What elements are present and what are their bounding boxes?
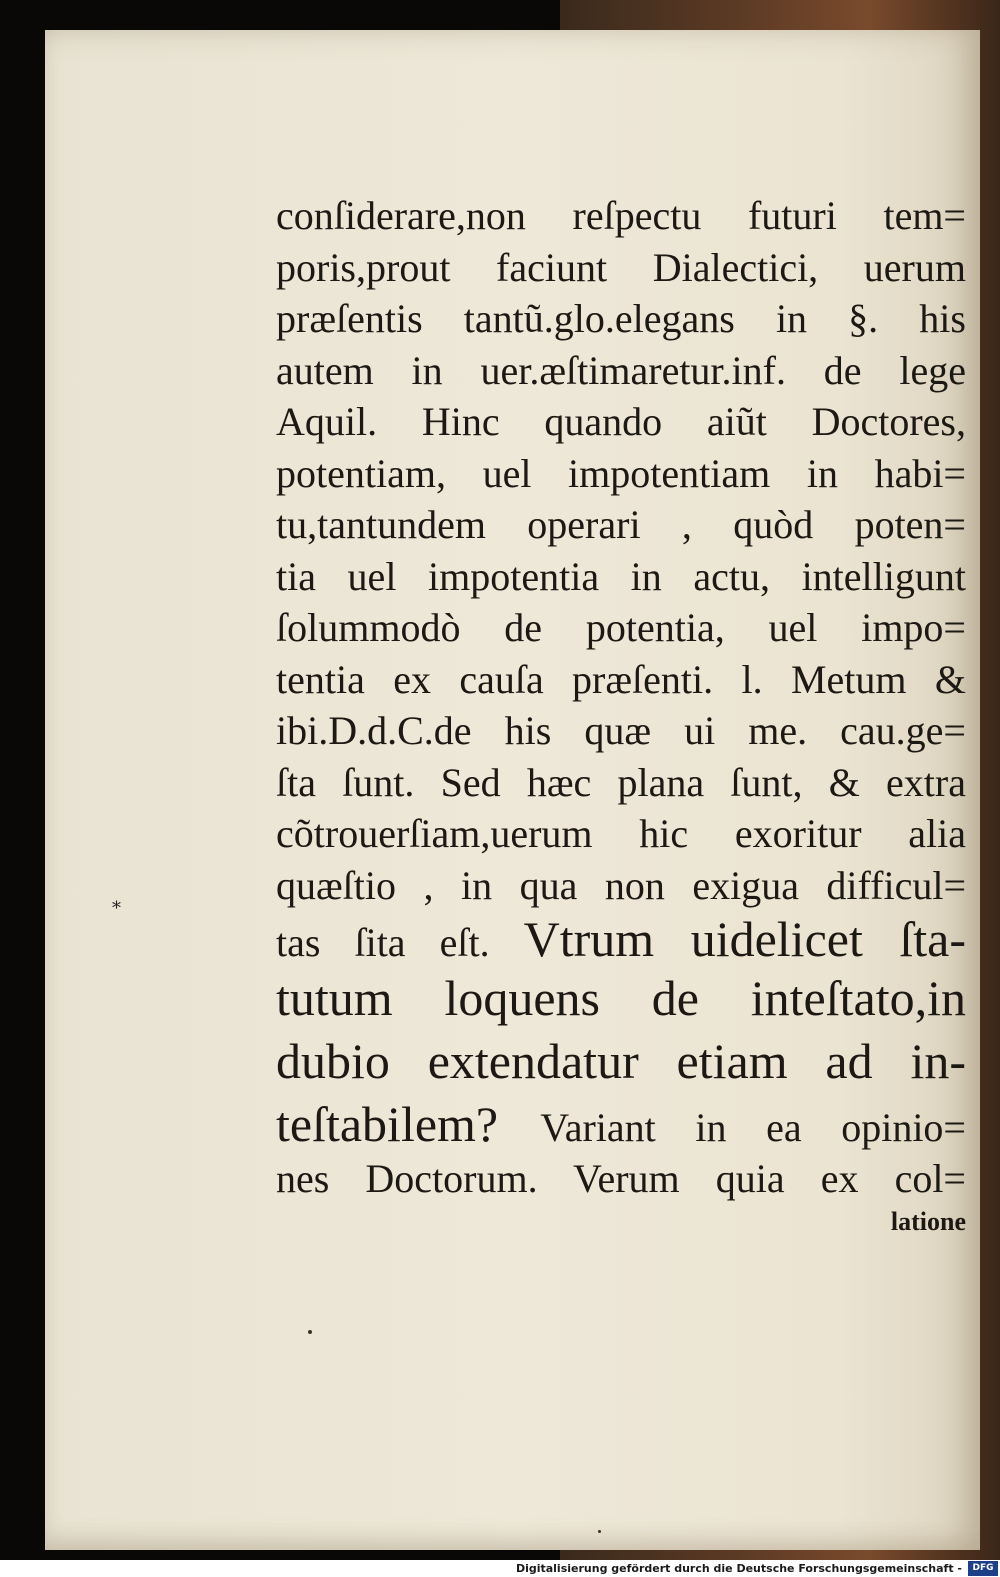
text-line: ſta ſunt. Sed hæc plana ſunt, & extra (276, 759, 966, 805)
text-line: conſiderare,non reſpectu futuri tem= (276, 193, 966, 238)
text-line: Aquil. Hinc quando aiũt Doctores, (276, 399, 966, 444)
text-line: nes Doctorum. Verum quia ex col= (276, 1156, 966, 1201)
heading-run: teſtabilem? (276, 1096, 541, 1152)
text-run: Variant in ea opinio= (540, 1105, 966, 1150)
catchword: latione (890, 1206, 966, 1236)
text-line: poris,prout faciunt Dialectici, uerum (276, 244, 966, 290)
footer-credit (0, 1560, 1000, 1577)
text-line-mixed (276, 911, 966, 967)
text-block (276, 190, 966, 1237)
footer-text: Digitalisierung gefördert durch die Deutsche Forschungsgemeinschaft - (515, 1562, 962, 1575)
text-line: ſolummodò de potentia, uel impo= (276, 605, 966, 650)
text-line: tu,tantundem operari , quòd poten= (276, 502, 966, 547)
text-line: quæſtio , in qua non exigua difficul= (276, 862, 966, 908)
text-line: autem in uer.æſtimaretur.inf. de lege (276, 347, 966, 393)
heading-line: dubio extendatur etiam ad in- (276, 1033, 966, 1089)
text-run: tas ſita eſt. (276, 920, 524, 965)
heading-run: Vtrum uidelicet ſta- (523, 911, 967, 967)
text-line: præſentis tantũ.glo.elegans in §. his (276, 296, 966, 341)
ink-speck (308, 1330, 312, 1334)
ink-speck (598, 1530, 601, 1533)
text-line: ibi.D.d.C.de his quæ ui me. cau.ge= (276, 708, 966, 753)
marginal-asterisk: * (112, 898, 121, 919)
heading-line: tutum loquens de inteſtato,in (276, 970, 966, 1026)
text-line: potentiam, uel impotentiam in habi= (276, 450, 966, 496)
text-line-mixed (276, 1093, 966, 1153)
text-line: cõtrouerſiam,uerum hic exoritur alia (276, 811, 966, 856)
dfg-logo-icon: DFG (968, 1561, 998, 1576)
text-line: tentia ex cauſa præſenti. l. Metum & (276, 656, 966, 702)
text-line: tia uel impotentia in actu, intelligunt (276, 553, 966, 599)
